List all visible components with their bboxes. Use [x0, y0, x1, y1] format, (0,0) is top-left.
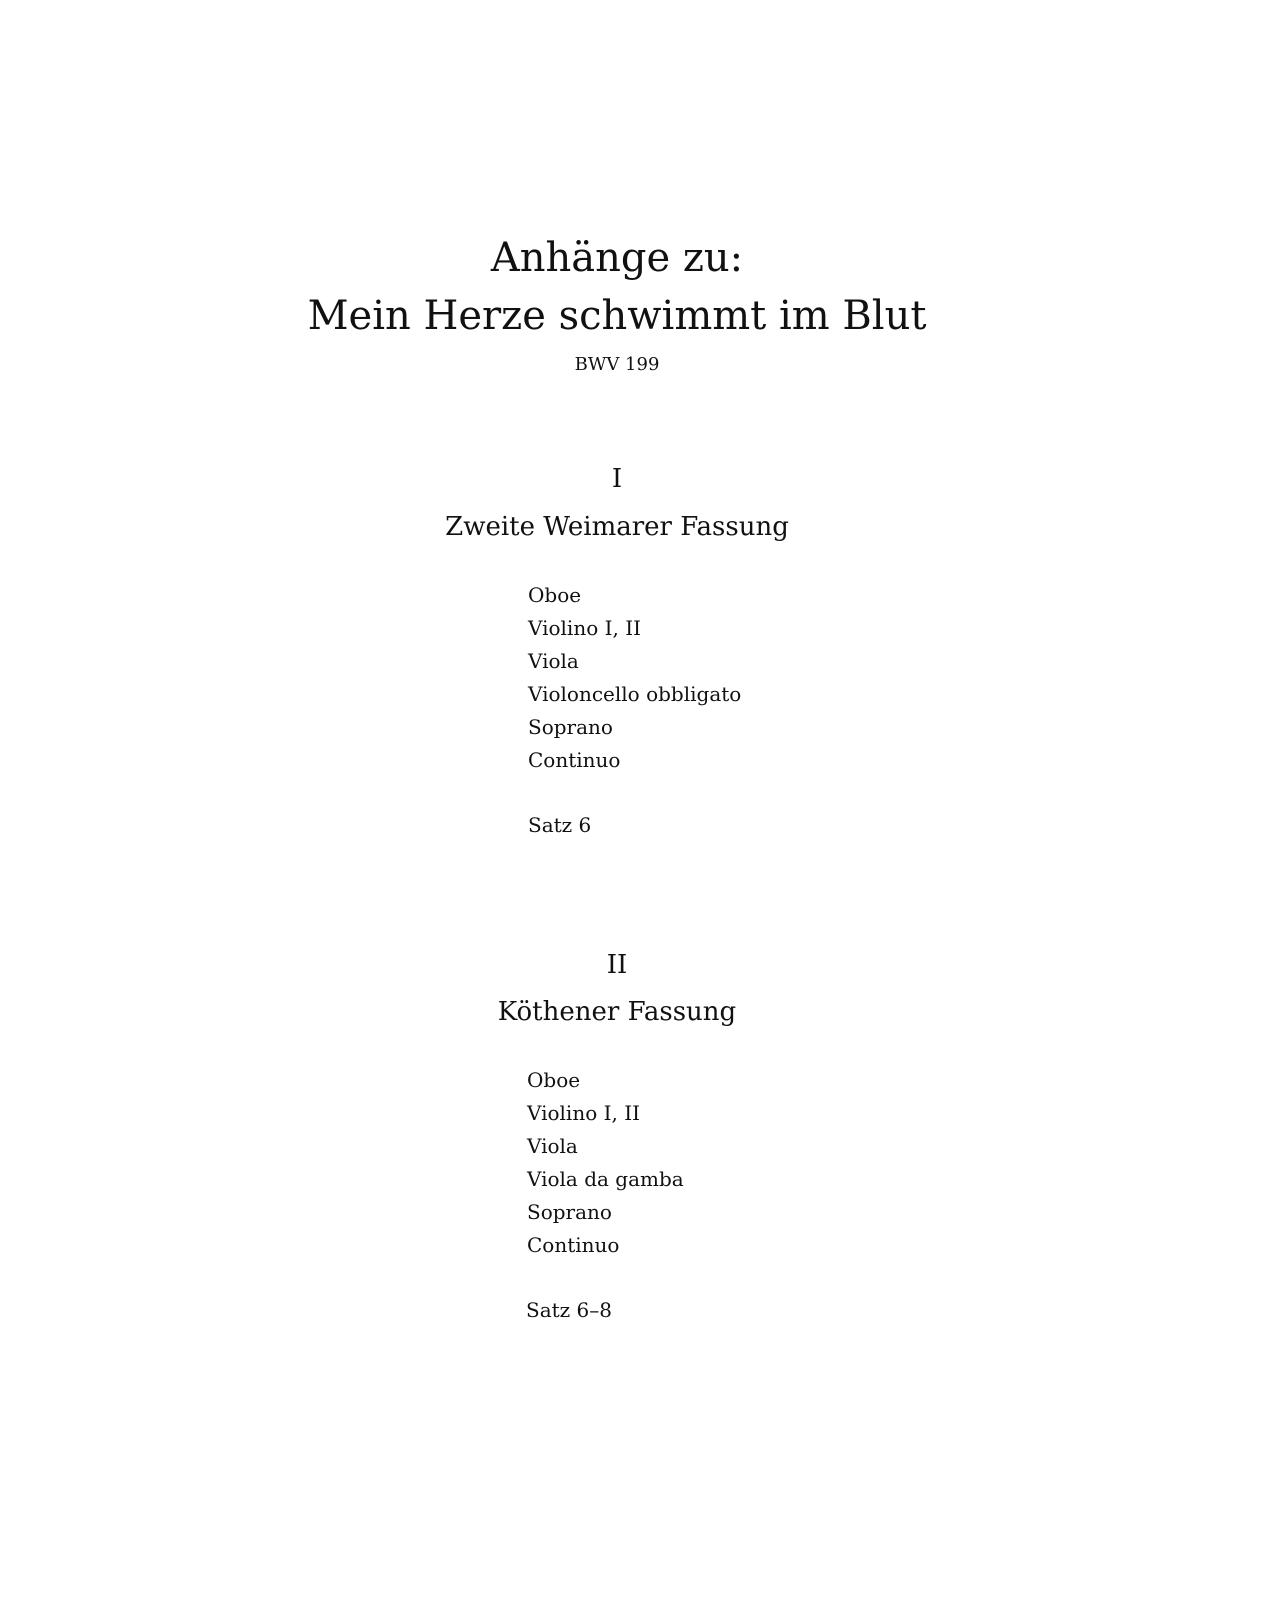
instrument-item: Viola [527, 1134, 578, 1158]
instrument-item: Violoncello obbligato [528, 682, 742, 706]
section-title: Köthener Fassung [497, 997, 737, 1027]
instrument-item: Soprano [528, 715, 613, 739]
instrument-item: Viola [528, 649, 579, 673]
catalog-number: BWV 199 [574, 354, 660, 375]
instrument-item: Oboe [527, 1068, 581, 1092]
instrument-item: Continuo [527, 1233, 620, 1257]
instrument-item: Violino I, II [527, 1101, 641, 1125]
instrument-item: Violino I, II [528, 616, 642, 640]
instrument-item: Continuo [528, 748, 621, 772]
movement-range: Satz 6–8 [526, 1298, 613, 1322]
instrument-list [528, 579, 741, 777]
instrument-item: Oboe [528, 583, 582, 607]
page-title-line-2: Mein Herze schwimmt im Blut [307, 293, 927, 339]
movement-range: Satz 6 [528, 813, 592, 837]
section-numeral: II [606, 950, 628, 980]
section-title: Zweite Weimarer Fassung [445, 512, 789, 542]
instrument-item: Soprano [527, 1200, 612, 1224]
instrument-item: Viola da gamba [527, 1167, 684, 1191]
instrument-list [527, 1064, 684, 1262]
section-numeral: I [611, 464, 623, 494]
page-title-line-1: Anhänge zu: [490, 235, 744, 281]
